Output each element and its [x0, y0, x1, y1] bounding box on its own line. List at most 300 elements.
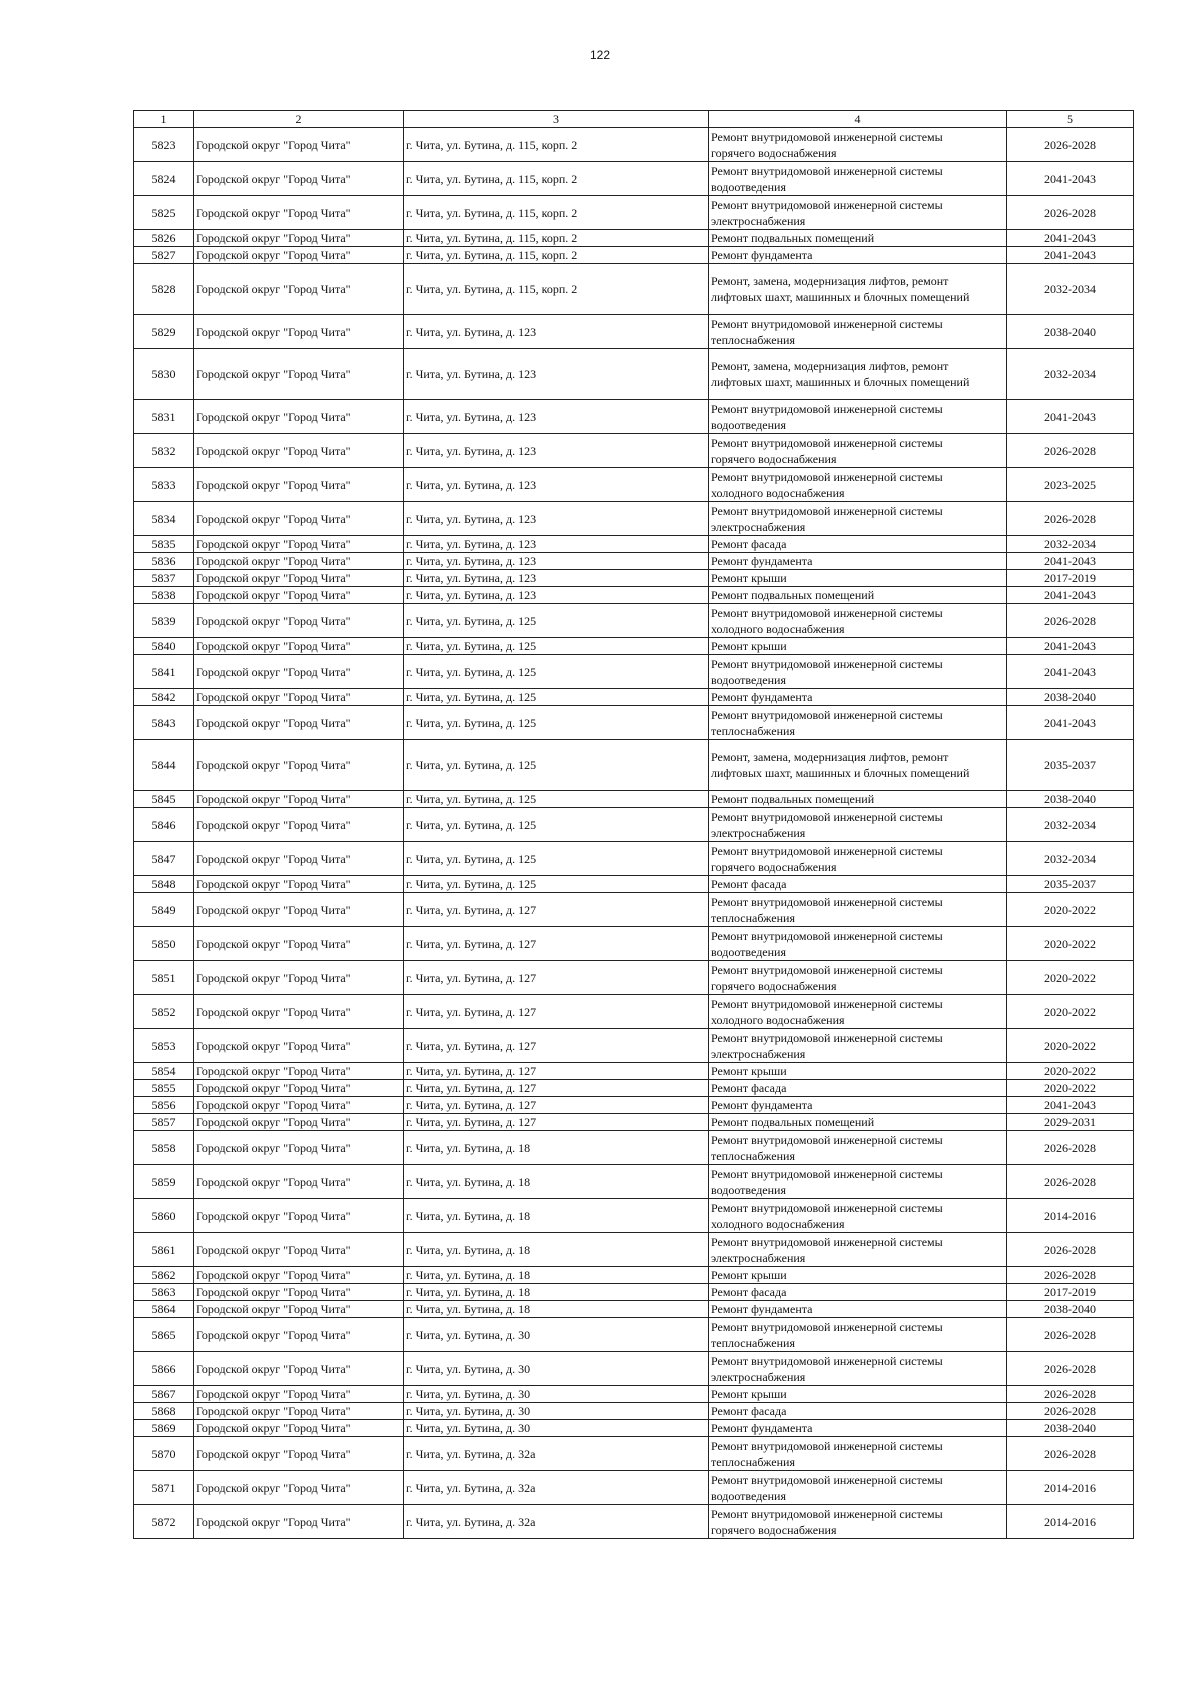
work-type-cell: Ремонт крыши — [709, 1063, 1007, 1080]
table-row — [134, 1505, 1134, 1539]
period-cell: 2026-2028 — [1007, 1233, 1134, 1267]
district-cell: Городской округ "Город Чита" — [194, 315, 404, 349]
period-cell: 2026-2028 — [1007, 1267, 1134, 1284]
district-cell: Городской округ "Город Чита" — [194, 995, 404, 1029]
period-cell: 2020-2022 — [1007, 1063, 1134, 1080]
table-row — [134, 315, 1134, 349]
page-number: 122 — [589, 48, 611, 62]
table-row — [134, 247, 1134, 264]
address-cell: г. Чита, ул. Бутина, д. 123 — [404, 587, 709, 604]
period-cell: 2041-2043 — [1007, 638, 1134, 655]
work-type-cell: Ремонт внутридомовой инженерной системы горячего водоснабжения — [709, 128, 1007, 162]
table-row — [134, 808, 1134, 842]
row-number: 5842 — [134, 689, 194, 706]
table-row — [134, 1233, 1134, 1267]
table-row — [134, 162, 1134, 196]
work-type-cell: Ремонт внутридомовой инженерной системы электроснабжения — [709, 1233, 1007, 1267]
work-type-cell: Ремонт фундамента — [709, 247, 1007, 264]
row-number: 5826 — [134, 230, 194, 247]
row-number: 5825 — [134, 196, 194, 230]
district-cell: Городской округ "Город Чита" — [194, 1114, 404, 1131]
row-number: 5864 — [134, 1301, 194, 1318]
address-cell: г. Чита, ул. Бутина, д. 115, корп. 2 — [404, 264, 709, 315]
address-cell: г. Чита, ул. Бутина, д. 115, корп. 2 — [404, 247, 709, 264]
work-type-cell: Ремонт внутридомовой инженерной системы холодного водоснабжения — [709, 468, 1007, 502]
district-cell: Городской округ "Город Чита" — [194, 1063, 404, 1080]
row-number: 5835 — [134, 536, 194, 553]
period-cell: 2026-2028 — [1007, 196, 1134, 230]
district-cell: Городской округ "Город Чита" — [194, 264, 404, 315]
row-number: 5840 — [134, 638, 194, 655]
address-cell: г. Чита, ул. Бутина, д. 30 — [404, 1420, 709, 1437]
work-type-cell: Ремонт внутридомовой инженерной системы теплоснабжения — [709, 1437, 1007, 1471]
work-type-cell: Ремонт внутридомовой инженерной системы холодного водоснабжения — [709, 995, 1007, 1029]
row-number: 5823 — [134, 128, 194, 162]
work-type-cell: Ремонт внутридомовой инженерной системы теплоснабжения — [709, 1131, 1007, 1165]
address-cell: г. Чита, ул. Бутина, д. 18 — [404, 1131, 709, 1165]
table-row — [134, 1165, 1134, 1199]
row-number: 5841 — [134, 655, 194, 689]
period-cell: 2041-2043 — [1007, 655, 1134, 689]
district-cell: Городской округ "Город Чита" — [194, 638, 404, 655]
table-row — [134, 502, 1134, 536]
address-cell: г. Чита, ул. Бутина, д. 30 — [404, 1352, 709, 1386]
address-cell: г. Чита, ул. Бутина, д. 123 — [404, 315, 709, 349]
address-cell: г. Чита, ул. Бутина, д. 32а — [404, 1505, 709, 1539]
work-type-cell: Ремонт фасада — [709, 1403, 1007, 1420]
table-row — [134, 1131, 1134, 1165]
work-type-cell: Ремонт фундамента — [709, 1097, 1007, 1114]
district-cell: Городской округ "Город Чита" — [194, 706, 404, 740]
address-cell: г. Чита, ул. Бутина, д. 127 — [404, 1097, 709, 1114]
table-row — [134, 1097, 1134, 1114]
row-number: 5833 — [134, 468, 194, 502]
address-cell: г. Чита, ул. Бутина, д. 127 — [404, 961, 709, 995]
address-cell: г. Чита, ул. Бутина, д. 125 — [404, 808, 709, 842]
district-cell: Городской округ "Город Чита" — [194, 961, 404, 995]
work-type-cell: Ремонт внутридомовой инженерной системы горячего водоснабжения — [709, 434, 1007, 468]
address-cell: г. Чита, ул. Бутина, д. 127 — [404, 1029, 709, 1063]
row-number: 5846 — [134, 808, 194, 842]
row-number: 5836 — [134, 553, 194, 570]
table-row — [134, 1437, 1134, 1471]
table-row — [134, 961, 1134, 995]
period-cell: 2026-2028 — [1007, 1386, 1134, 1403]
period-cell: 2032-2034 — [1007, 349, 1134, 400]
period-cell: 2038-2040 — [1007, 1301, 1134, 1318]
table-row — [134, 1080, 1134, 1097]
work-type-cell: Ремонт внутридомовой инженерной системы холодного водоснабжения — [709, 1199, 1007, 1233]
address-cell: г. Чита, ул. Бутина, д. 125 — [404, 740, 709, 791]
row-number: 5831 — [134, 400, 194, 434]
address-cell: г. Чита, ул. Бутина, д. 30 — [404, 1318, 709, 1352]
district-cell: Городской округ "Город Чита" — [194, 604, 404, 638]
period-cell: 2041-2043 — [1007, 400, 1134, 434]
address-cell: г. Чита, ул. Бутина, д. 127 — [404, 893, 709, 927]
district-cell: Городской округ "Город Чита" — [194, 1284, 404, 1301]
row-number: 5838 — [134, 587, 194, 604]
row-number: 5869 — [134, 1420, 194, 1437]
row-number: 5866 — [134, 1352, 194, 1386]
row-number: 5828 — [134, 264, 194, 315]
period-cell: 2020-2022 — [1007, 995, 1134, 1029]
work-type-cell: Ремонт внутридомовой инженерной системы электроснабжения — [709, 1029, 1007, 1063]
work-type-cell: Ремонт, замена, модернизация лифтов, ремонт лифтовых шахт, машинных и блочных помещений — [709, 740, 1007, 791]
table-row — [134, 842, 1134, 876]
row-number: 5834 — [134, 502, 194, 536]
work-type-cell: Ремонт фасада — [709, 1080, 1007, 1097]
work-type-cell: Ремонт крыши — [709, 1386, 1007, 1403]
address-cell: г. Чита, ул. Бутина, д. 18 — [404, 1284, 709, 1301]
period-cell: 2020-2022 — [1007, 927, 1134, 961]
table-row — [134, 1352, 1134, 1386]
row-number: 5870 — [134, 1437, 194, 1471]
work-type-cell: Ремонт фасада — [709, 536, 1007, 553]
period-cell: 2038-2040 — [1007, 1420, 1134, 1437]
work-type-cell: Ремонт внутридомовой инженерной системы горячего водоснабжения — [709, 1505, 1007, 1539]
row-number: 5857 — [134, 1114, 194, 1131]
register-table — [133, 110, 1134, 1539]
table-row — [134, 196, 1134, 230]
table-row — [134, 468, 1134, 502]
row-number: 5824 — [134, 162, 194, 196]
district-cell: Городской округ "Город Чита" — [194, 400, 404, 434]
district-cell: Городской округ "Город Чита" — [194, 1267, 404, 1284]
table-row — [134, 349, 1134, 400]
table-row — [134, 1301, 1134, 1318]
address-cell: г. Чита, ул. Бутина, д. 18 — [404, 1267, 709, 1284]
table-row — [134, 128, 1134, 162]
address-cell: г. Чита, ул. Бутина, д. 18 — [404, 1199, 709, 1233]
table-row — [134, 1403, 1134, 1420]
district-cell: Городской округ "Город Чита" — [194, 1352, 404, 1386]
address-cell: г. Чита, ул. Бутина, д. 18 — [404, 1165, 709, 1199]
address-cell: г. Чита, ул. Бутина, д. 123 — [404, 502, 709, 536]
row-number: 5853 — [134, 1029, 194, 1063]
work-type-cell: Ремонт крыши — [709, 1267, 1007, 1284]
district-cell: Городской округ "Город Чита" — [194, 553, 404, 570]
address-cell: г. Чита, ул. Бутина, д. 115, корп. 2 — [404, 230, 709, 247]
address-cell: г. Чита, ул. Бутина, д. 115, корп. 2 — [404, 128, 709, 162]
column-header-2: 2 — [194, 111, 404, 128]
period-cell: 2026-2028 — [1007, 128, 1134, 162]
work-type-cell: Ремонт внутридомовой инженерной системы электроснабжения — [709, 196, 1007, 230]
row-number: 5861 — [134, 1233, 194, 1267]
period-cell: 2026-2028 — [1007, 1318, 1134, 1352]
period-cell: 2026-2028 — [1007, 1352, 1134, 1386]
district-cell: Городской округ "Город Чита" — [194, 587, 404, 604]
work-type-cell: Ремонт фундамента — [709, 1301, 1007, 1318]
district-cell: Городской округ "Город Чита" — [194, 162, 404, 196]
address-cell: г. Чита, ул. Бутина, д. 125 — [404, 876, 709, 893]
period-cell: 2032-2034 — [1007, 808, 1134, 842]
work-type-cell: Ремонт фундамента — [709, 1420, 1007, 1437]
work-type-cell: Ремонт внутридомовой инженерной системы электроснабжения — [709, 808, 1007, 842]
district-cell: Городской округ "Город Чита" — [194, 1131, 404, 1165]
work-type-cell: Ремонт внутридомовой инженерной системы электроснабжения — [709, 502, 1007, 536]
table-row — [134, 706, 1134, 740]
work-type-cell: Ремонт внутридомовой инженерной системы водоотведения — [709, 1471, 1007, 1505]
address-cell: г. Чита, ул. Бутина, д. 123 — [404, 400, 709, 434]
work-type-cell: Ремонт внутридомовой инженерной системы теплоснабжения — [709, 706, 1007, 740]
work-type-cell: Ремонт внутридомовой инженерной системы электроснабжения — [709, 1352, 1007, 1386]
period-cell: 2014-2016 — [1007, 1471, 1134, 1505]
column-header-1: 1 — [134, 111, 194, 128]
row-number: 5837 — [134, 570, 194, 587]
row-number: 5862 — [134, 1267, 194, 1284]
table-row — [134, 264, 1134, 315]
row-number: 5843 — [134, 706, 194, 740]
period-cell: 2026-2028 — [1007, 502, 1134, 536]
district-cell: Городской округ "Город Чита" — [194, 1165, 404, 1199]
district-cell: Городской округ "Город Чита" — [194, 536, 404, 553]
address-cell: г. Чита, ул. Бутина, д. 125 — [404, 655, 709, 689]
address-cell: г. Чита, ул. Бутина, д. 127 — [404, 927, 709, 961]
address-cell: г. Чита, ул. Бутина, д. 32а — [404, 1437, 709, 1471]
work-type-cell: Ремонт внутридомовой инженерной системы водоотведения — [709, 927, 1007, 961]
work-type-cell: Ремонт подвальных помещений — [709, 1114, 1007, 1131]
period-cell: 2026-2028 — [1007, 1403, 1134, 1420]
address-cell: г. Чита, ул. Бутина, д. 18 — [404, 1301, 709, 1318]
district-cell: Городской округ "Город Чита" — [194, 1080, 404, 1097]
work-type-cell: Ремонт внутридомовой инженерной системы горячего водоснабжения — [709, 961, 1007, 995]
address-cell: г. Чита, ул. Бутина, д. 30 — [404, 1386, 709, 1403]
work-type-cell: Ремонт подвальных помещений — [709, 791, 1007, 808]
address-cell: г. Чита, ул. Бутина, д. 123 — [404, 536, 709, 553]
row-number: 5832 — [134, 434, 194, 468]
work-type-cell: Ремонт внутридомовой инженерной системы теплоснабжения — [709, 1318, 1007, 1352]
table-row — [134, 1420, 1134, 1437]
table-row — [134, 604, 1134, 638]
row-number: 5856 — [134, 1097, 194, 1114]
row-number: 5867 — [134, 1386, 194, 1403]
district-cell: Городской округ "Город Чита" — [194, 893, 404, 927]
district-cell: Городской округ "Город Чита" — [194, 196, 404, 230]
table-row — [134, 791, 1134, 808]
table-row — [134, 553, 1134, 570]
period-cell: 2014-2016 — [1007, 1505, 1134, 1539]
address-cell: г. Чита, ул. Бутина, д. 127 — [404, 1080, 709, 1097]
row-number: 5868 — [134, 1403, 194, 1420]
table-row — [134, 1114, 1134, 1131]
header-row — [134, 111, 1134, 128]
row-number: 5871 — [134, 1471, 194, 1505]
period-cell: 2026-2028 — [1007, 604, 1134, 638]
row-number: 5852 — [134, 995, 194, 1029]
work-type-cell: Ремонт крыши — [709, 570, 1007, 587]
work-type-cell: Ремонт внутридомовой инженерной системы водоотведения — [709, 400, 1007, 434]
work-type-cell: Ремонт внутридомовой инженерной системы водоотведения — [709, 655, 1007, 689]
period-cell: 2041-2043 — [1007, 587, 1134, 604]
work-type-cell: Ремонт фундамента — [709, 553, 1007, 570]
period-cell: 2038-2040 — [1007, 315, 1134, 349]
district-cell: Городской округ "Город Чита" — [194, 230, 404, 247]
row-number: 5855 — [134, 1080, 194, 1097]
period-cell: 2041-2043 — [1007, 230, 1134, 247]
table-row — [134, 434, 1134, 468]
table-row — [134, 927, 1134, 961]
address-cell: г. Чита, ул. Бутина, д. 125 — [404, 638, 709, 655]
district-cell: Городской округ "Город Чита" — [194, 927, 404, 961]
table-row — [134, 893, 1134, 927]
district-cell: Городской округ "Город Чита" — [194, 128, 404, 162]
district-cell: Городской округ "Город Чита" — [194, 1233, 404, 1267]
work-type-cell: Ремонт фасада — [709, 1284, 1007, 1301]
row-number: 5860 — [134, 1199, 194, 1233]
period-cell: 2041-2043 — [1007, 553, 1134, 570]
table-row — [134, 638, 1134, 655]
table-body — [134, 111, 1134, 1539]
district-cell: Городской округ "Город Чита" — [194, 1420, 404, 1437]
row-number: 5865 — [134, 1318, 194, 1352]
district-cell: Городской округ "Город Чита" — [194, 1301, 404, 1318]
address-cell: г. Чита, ул. Бутина, д. 115, корп. 2 — [404, 196, 709, 230]
district-cell: Городской округ "Город Чита" — [194, 468, 404, 502]
district-cell: Городской округ "Город Чита" — [194, 842, 404, 876]
address-cell: г. Чита, ул. Бутина, д. 127 — [404, 995, 709, 1029]
row-number: 5829 — [134, 315, 194, 349]
work-type-cell: Ремонт внутридомовой инженерной системы теплоснабжения — [709, 315, 1007, 349]
table-row — [134, 1063, 1134, 1080]
column-header-3: 3 — [404, 111, 709, 128]
district-cell: Городской округ "Город Чита" — [194, 1386, 404, 1403]
row-number: 5863 — [134, 1284, 194, 1301]
work-type-cell: Ремонт, замена, модернизация лифтов, ремонт лифтовых шахт, машинных и блочных помещений — [709, 264, 1007, 315]
row-number: 5854 — [134, 1063, 194, 1080]
period-cell: 2032-2034 — [1007, 264, 1134, 315]
row-number: 5839 — [134, 604, 194, 638]
period-cell: 2023-2025 — [1007, 468, 1134, 502]
table-row — [134, 536, 1134, 553]
address-cell: г. Чита, ул. Бутина, д. 127 — [404, 1114, 709, 1131]
period-cell: 2020-2022 — [1007, 961, 1134, 995]
address-cell: г. Чита, ул. Бутина, д. 18 — [404, 1233, 709, 1267]
table-row — [134, 400, 1134, 434]
table-row — [134, 689, 1134, 706]
district-cell: Городской округ "Город Чита" — [194, 1403, 404, 1420]
period-cell: 2035-2037 — [1007, 740, 1134, 791]
address-cell: г. Чита, ул. Бутина, д. 123 — [404, 570, 709, 587]
district-cell: Городской округ "Город Чита" — [194, 570, 404, 587]
address-cell: г. Чита, ул. Бутина, д. 123 — [404, 468, 709, 502]
table-row — [134, 655, 1134, 689]
district-cell: Городской округ "Город Чита" — [194, 1437, 404, 1471]
work-type-cell: Ремонт фасада — [709, 876, 1007, 893]
table-row — [134, 1284, 1134, 1301]
work-type-cell: Ремонт внутридомовой инженерной системы горячего водоснабжения — [709, 842, 1007, 876]
row-number: 5859 — [134, 1165, 194, 1199]
district-cell: Городской округ "Город Чита" — [194, 689, 404, 706]
table-row — [134, 740, 1134, 791]
row-number: 5850 — [134, 927, 194, 961]
work-type-cell: Ремонт, замена, модернизация лифтов, ремонт лифтовых шахт, машинных и блочных помещений — [709, 349, 1007, 400]
district-cell: Городской округ "Город Чита" — [194, 876, 404, 893]
address-cell: г. Чита, ул. Бутина, д. 125 — [404, 842, 709, 876]
period-cell: 2026-2028 — [1007, 1165, 1134, 1199]
period-cell: 2035-2037 — [1007, 876, 1134, 893]
period-cell: 2038-2040 — [1007, 791, 1134, 808]
address-cell: г. Чита, ул. Бутина, д. 125 — [404, 706, 709, 740]
work-type-cell: Ремонт подвальных помещений — [709, 230, 1007, 247]
district-cell: Городской округ "Город Чита" — [194, 740, 404, 791]
period-cell: 2041-2043 — [1007, 247, 1134, 264]
work-type-cell: Ремонт внутридомовой инженерной системы теплоснабжения — [709, 893, 1007, 927]
row-number: 5830 — [134, 349, 194, 400]
address-cell: г. Чита, ул. Бутина, д. 123 — [404, 553, 709, 570]
address-cell: г. Чита, ул. Бутина, д. 123 — [404, 434, 709, 468]
district-cell: Городской округ "Город Чита" — [194, 1505, 404, 1539]
district-cell: Городской округ "Город Чита" — [194, 1318, 404, 1352]
column-header-4: 4 — [709, 111, 1007, 128]
period-cell: 2026-2028 — [1007, 1131, 1134, 1165]
row-number: 5847 — [134, 842, 194, 876]
work-type-cell: Ремонт фундамента — [709, 689, 1007, 706]
district-cell: Городской округ "Город Чита" — [194, 502, 404, 536]
period-cell: 2020-2022 — [1007, 1029, 1134, 1063]
address-cell: г. Чита, ул. Бутина, д. 32а — [404, 1471, 709, 1505]
district-cell: Городской округ "Город Чита" — [194, 808, 404, 842]
table-row — [134, 995, 1134, 1029]
address-cell: г. Чита, ул. Бутина, д. 127 — [404, 1063, 709, 1080]
table-row — [134, 570, 1134, 587]
work-type-cell: Ремонт внутридомовой инженерной системы холодного водоснабжения — [709, 604, 1007, 638]
district-cell: Городской округ "Город Чита" — [194, 349, 404, 400]
district-cell: Городской округ "Город Чита" — [194, 1471, 404, 1505]
district-cell: Городской округ "Город Чита" — [194, 247, 404, 264]
district-cell: Городской округ "Город Чита" — [194, 1097, 404, 1114]
row-number: 5827 — [134, 247, 194, 264]
period-cell: 2014-2016 — [1007, 1199, 1134, 1233]
row-number: 5844 — [134, 740, 194, 791]
period-cell: 2041-2043 — [1007, 706, 1134, 740]
address-cell: г. Чита, ул. Бутина, д. 115, корп. 2 — [404, 162, 709, 196]
period-cell: 2020-2022 — [1007, 893, 1134, 927]
row-number: 5858 — [134, 1131, 194, 1165]
row-number: 5845 — [134, 791, 194, 808]
district-cell: Городской округ "Город Чита" — [194, 1029, 404, 1063]
address-cell: г. Чита, ул. Бутина, д. 123 — [404, 349, 709, 400]
work-type-cell: Ремонт внутридомовой инженерной системы водоотведения — [709, 1165, 1007, 1199]
district-cell: Городской округ "Город Чита" — [194, 1199, 404, 1233]
period-cell: 2029-2031 — [1007, 1114, 1134, 1131]
district-cell: Городской округ "Город Чита" — [194, 791, 404, 808]
row-number: 5851 — [134, 961, 194, 995]
table-row — [134, 1318, 1134, 1352]
period-cell: 2026-2028 — [1007, 1437, 1134, 1471]
table-row — [134, 1471, 1134, 1505]
row-number: 5848 — [134, 876, 194, 893]
district-cell: Городской округ "Город Чита" — [194, 434, 404, 468]
period-cell: 2038-2040 — [1007, 689, 1134, 706]
row-number: 5849 — [134, 893, 194, 927]
period-cell: 2032-2034 — [1007, 536, 1134, 553]
table-row — [134, 230, 1134, 247]
row-number: 5872 — [134, 1505, 194, 1539]
district-cell: Городской округ "Город Чита" — [194, 655, 404, 689]
period-cell: 2017-2019 — [1007, 570, 1134, 587]
table-row — [134, 587, 1134, 604]
period-cell: 2032-2034 — [1007, 842, 1134, 876]
work-type-cell: Ремонт внутридомовой инженерной системы водоотведения — [709, 162, 1007, 196]
period-cell: 2017-2019 — [1007, 1284, 1134, 1301]
table-row — [134, 1386, 1134, 1403]
period-cell: 2020-2022 — [1007, 1080, 1134, 1097]
address-cell: г. Чита, ул. Бутина, д. 125 — [404, 604, 709, 638]
table-row — [134, 876, 1134, 893]
table-row — [134, 1199, 1134, 1233]
address-cell: г. Чита, ул. Бутина, д. 125 — [404, 689, 709, 706]
address-cell: г. Чита, ул. Бутина, д. 30 — [404, 1403, 709, 1420]
